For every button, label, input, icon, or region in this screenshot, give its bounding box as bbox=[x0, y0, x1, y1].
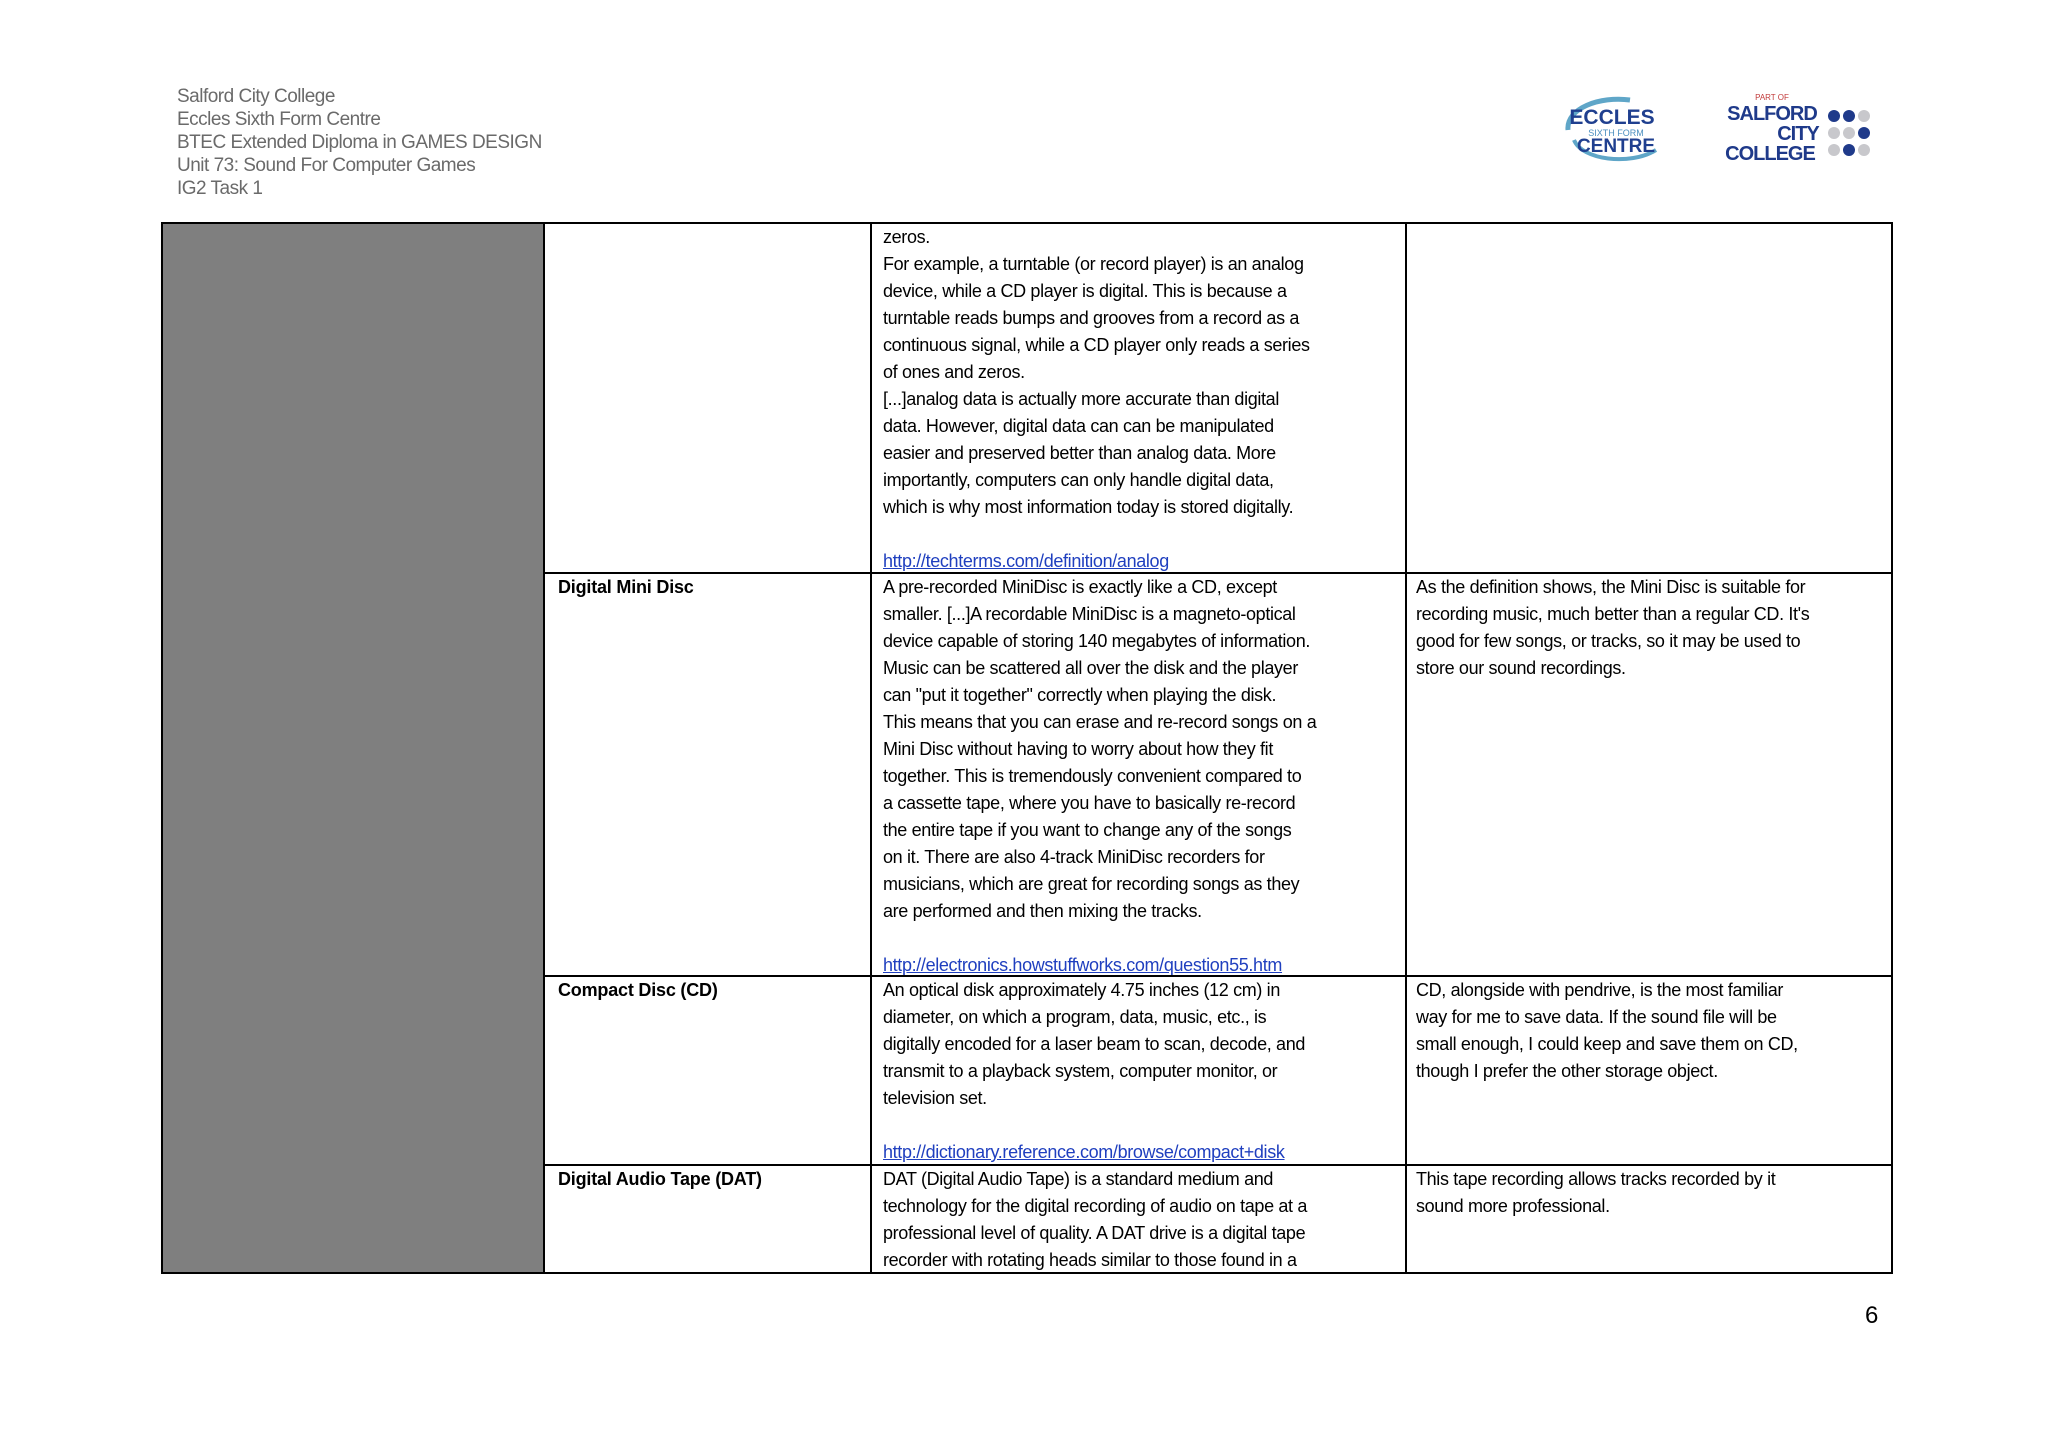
description-line: For example, a turntable (or record player) is an analog bbox=[883, 254, 1304, 274]
description-line: on it. There are also 4-track MiniDisc recorders for bbox=[883, 847, 1265, 867]
header-line-college: Salford City College bbox=[177, 86, 335, 107]
comment-line: sound more professional. bbox=[1416, 1196, 1610, 1216]
eccles-logo-line3: CENTRE bbox=[1576, 136, 1656, 157]
description-line: data. However, digital data can can be manipulated bbox=[883, 416, 1274, 436]
row-mini-disc-comment bbox=[1416, 574, 1891, 682]
eccles-logo bbox=[1560, 94, 1664, 166]
header-line-centre: Eccles Sixth Form Centre bbox=[177, 109, 381, 130]
storage-media-table bbox=[161, 222, 1893, 1274]
header-line-unit: Unit 73: Sound For Computer Games bbox=[177, 155, 476, 176]
row-label-dat: Digital Audio Tape (DAT) bbox=[558, 1169, 762, 1189]
description-line: digitally encoded for a laser beam to scan, decode, and bbox=[883, 1034, 1306, 1054]
description-line bbox=[883, 1112, 1398, 1139]
comment-line: though I prefer the other storage object. bbox=[1416, 1061, 1718, 1081]
eccles-logo-line1: ECCLES bbox=[1569, 106, 1655, 129]
row-compact-disc-comment bbox=[1416, 977, 1891, 1085]
salford-city-college-logo bbox=[1712, 90, 1872, 166]
comment-line: good for few songs, or tracks, so it may be used to bbox=[1416, 631, 1801, 651]
description-line: television set. bbox=[883, 1088, 987, 1108]
salford-logo-line1: SALFORD bbox=[1727, 103, 1817, 125]
comment-line: way for me to save data. If the sound file will be bbox=[1416, 1007, 1777, 1027]
salford-logo-line3: COLLEGE bbox=[1725, 143, 1815, 165]
comment-line: CD, alongside with pendrive, is the most familiar bbox=[1416, 980, 1784, 1000]
comment-line: recording music, much better than a regular CD. It's bbox=[1416, 604, 1810, 624]
description-line: which is why most information today is stored digitally. bbox=[883, 497, 1294, 517]
row-dat-comment bbox=[1416, 1166, 1891, 1220]
description-line: turntable reads bumps and grooves from a record as a bbox=[883, 308, 1300, 328]
comment-line: small enough, I could keep and save them on CD, bbox=[1416, 1034, 1798, 1054]
description-line: easier and preserved better than analog data. More bbox=[883, 443, 1276, 463]
row-dat-description bbox=[883, 1166, 1398, 1274]
description-line: diameter, on which a program, data, music, etc., is bbox=[883, 1007, 1267, 1027]
description-line: device capable of storing 140 megabytes of information. bbox=[883, 631, 1311, 651]
description-line: A pre-recorded MiniDisc is exactly like a CD, except bbox=[883, 577, 1277, 597]
description-line: DAT (Digital Audio Tape) is a standard medium and bbox=[883, 1169, 1274, 1189]
description-line: This means that you can erase and re-record songs on a bbox=[883, 712, 1317, 732]
description-line: Music can be scattered all over the disk and the player bbox=[883, 658, 1298, 678]
description-line: professional level of quality. A DAT drive is a digital tape bbox=[883, 1223, 1306, 1243]
description-line: the entire tape if you want to change any of the songs bbox=[883, 820, 1292, 840]
description-line: [...]analog data is actually more accurate than digital bbox=[883, 389, 1279, 409]
description-line bbox=[883, 521, 1398, 548]
comment-line: As the definition shows, the Mini Disc is suitable for bbox=[1416, 577, 1806, 597]
column-divider-1 bbox=[870, 224, 872, 1272]
source-link-howstuffworks[interactable]: http://electronics.howstuffworks.com/question55.htm bbox=[883, 955, 1283, 975]
source-link-techterms[interactable]: http://techterms.com/definition/analog bbox=[883, 551, 1169, 571]
description-line: musicians, which are great for recording songs as they bbox=[883, 874, 1300, 894]
description-line: device, while a CD player is digital. This is because a bbox=[883, 281, 1287, 301]
row-compact-disc-description bbox=[883, 977, 1398, 1166]
description-line: are performed and then mixing the tracks. bbox=[883, 901, 1202, 921]
description-line: Mini Disc without having to worry about how they fit bbox=[883, 739, 1273, 759]
source-link-dictionary[interactable]: http://dictionary.reference.com/browse/compact+disk bbox=[883, 1142, 1285, 1162]
page-number: 6 bbox=[1865, 1302, 1879, 1329]
comment-line: This tape recording allows tracks recorded by it bbox=[1416, 1169, 1776, 1189]
header-line-course: BTEC Extended Diploma in GAMES DESIGN bbox=[177, 132, 542, 153]
salford-logo-part-of: PART OF bbox=[1755, 93, 1789, 102]
row-mini-disc-description bbox=[883, 574, 1398, 979]
description-line: can "put it together" correctly when playing the disk. bbox=[883, 685, 1277, 705]
description-line: of ones and zeros. bbox=[883, 362, 1025, 382]
row-analog-description bbox=[883, 224, 1398, 575]
salford-logo-dots bbox=[1828, 110, 1870, 156]
row-label-mini-disc: Digital Mini Disc bbox=[558, 577, 694, 597]
header-line-task: IG2 Task 1 bbox=[177, 178, 263, 199]
description-line: continuous signal, while a CD player only reads a series bbox=[883, 335, 1310, 355]
grey-column bbox=[163, 224, 545, 1272]
eccles-logo-line2: SIXTH FORM bbox=[1588, 128, 1644, 138]
description-line: importantly, computers can only handle digital data, bbox=[883, 470, 1274, 490]
description-line: transmit to a playback system, computer monitor, or bbox=[883, 1061, 1278, 1081]
description-line: technology for the digital recording of audio on tape at a bbox=[883, 1196, 1308, 1216]
description-line: together. This is tremendously convenient compared to bbox=[883, 766, 1302, 786]
description-line: zeros. bbox=[883, 227, 930, 247]
document-header bbox=[177, 85, 542, 200]
description-line: recorder with rotating heads similar to those found in a bbox=[883, 1250, 1297, 1270]
description-line bbox=[883, 925, 1398, 952]
row-label-compact-disc: Compact Disc (CD) bbox=[558, 980, 718, 1000]
description-line: smaller. [...]A recordable MiniDisc is a magneto-optical bbox=[883, 604, 1296, 624]
column-divider-2 bbox=[1405, 224, 1407, 1272]
comment-line: store our sound recordings. bbox=[1416, 658, 1626, 678]
description-line: a cassette tape, where you have to basically re-record bbox=[883, 793, 1296, 813]
salford-logo-line2: CITY bbox=[1777, 123, 1819, 145]
description-line: An optical disk approximately 4.75 inches (12 cm) in bbox=[883, 980, 1280, 1000]
